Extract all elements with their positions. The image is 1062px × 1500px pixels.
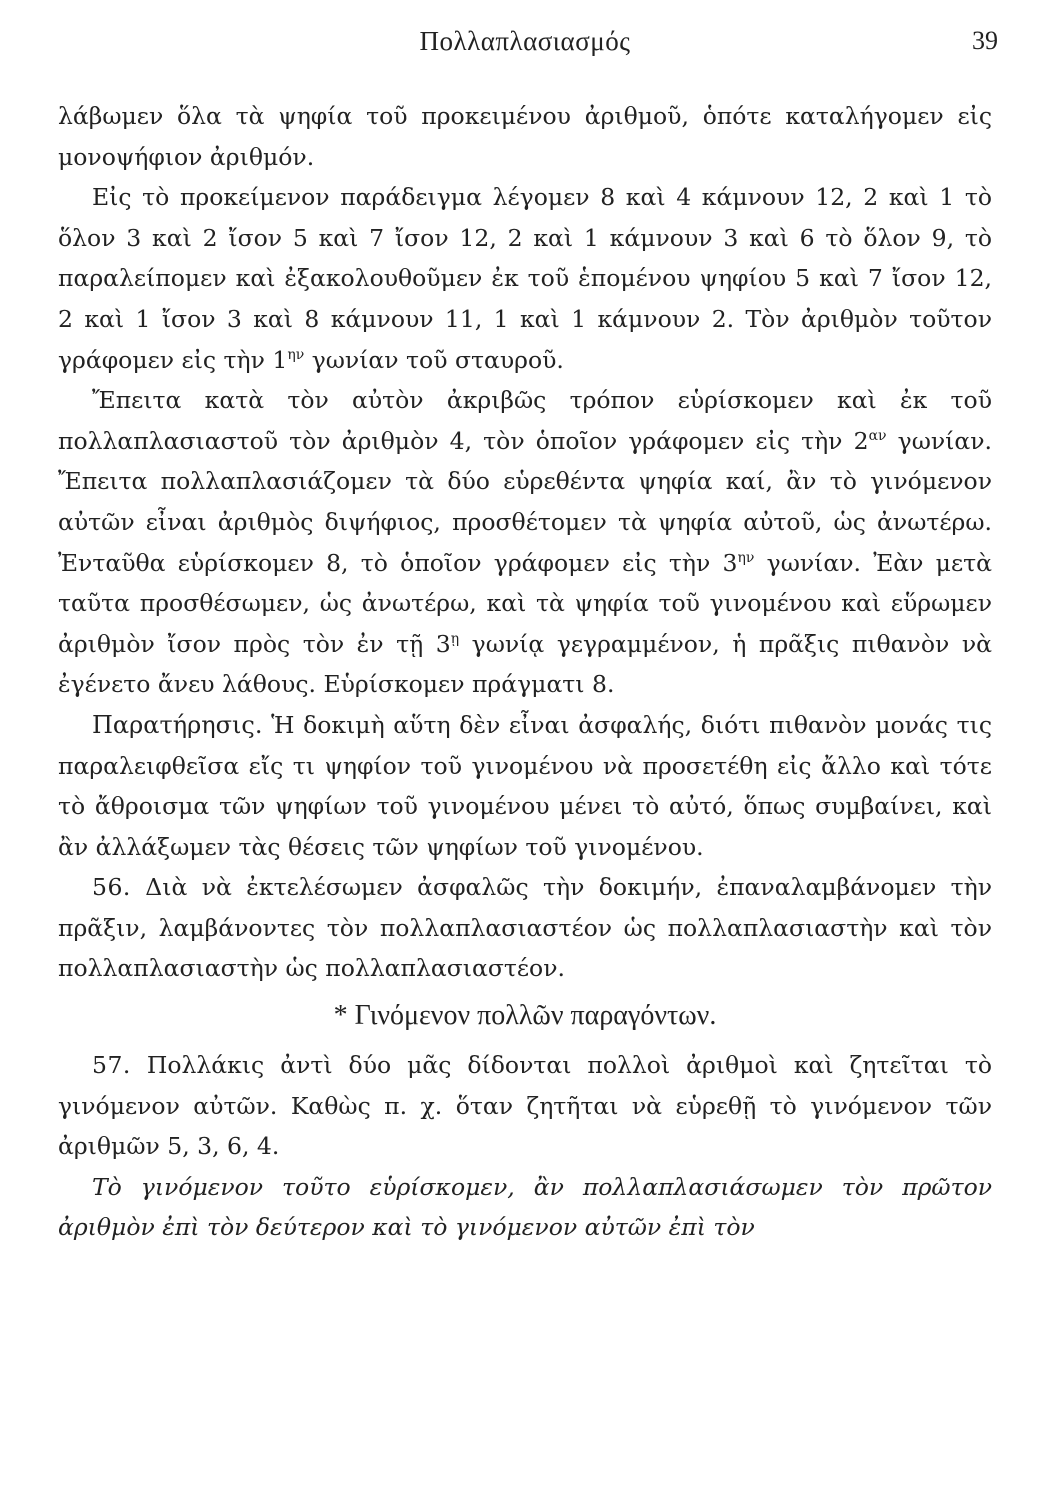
paragraph-number: 57. [92, 1051, 131, 1080]
paragraph-text: γωνίαν. Ἐὰν μετὰ ταῦτα προσθέσωμεν, ὡς ἀνωτέρω, καὶ τὰ ψηφία τοῦ γινομένου καὶ εὕρωμεν ἀριθμὸν ἴσον πρὸς τὸν ἐν τῇ 3 [58, 548, 993, 658]
paragraph-text: Εἰς τὸ προκείμενον παράδειγμα λέγομεν 8 καὶ 4 κάμνουν 12, 2 καὶ 1 τὸ ὅλον 3 καὶ 2 ἴσον 5 καὶ 7 ἴσον 12, 2 καὶ 1 κάμνουν 3 καὶ 6 τὸ ὅλον 9, τὸ παραλείπομεν καὶ ἐξακολουθοῦμεν ἐκ τοῦ ἑπομένου ψηφίου 5 καὶ 7 ἴσον 12, 2 καὶ 1 ἴσον 3 καὶ 8 κάμνουν 11, 1 καὶ 1 κάμνουν 2. Τὸν ἀριθμὸν τοῦτον γράφομεν εἰς τὴν 1 [58, 183, 992, 374]
superscript: αν [868, 427, 887, 444]
paragraph-italic-rule [58, 1167, 992, 1248]
paragraph-example [58, 177, 992, 380]
paragraph-56 [58, 867, 992, 989]
paragraph-text: Τὸ γινόμενον τοῦτο εὑρίσκομεν, ἂν πολλαπλασιάσωμεν τὸν πρῶτον ἀριθμὸν ἐπὶ τὸν δεύτερον καὶ τὸ γινόμενον αὐτῶν ἐπὶ τὸν [58, 1172, 992, 1242]
paragraph-57 [58, 1045, 992, 1167]
superscript: ην [287, 346, 305, 363]
paragraph-remark [58, 705, 992, 867]
paragraph-continuation [58, 96, 992, 177]
paragraph-text: Πολλάκις ἀντὶ δύο μᾶς δίδονται πολλοὶ ἀριθμοὶ καὶ ζητεῖται τὸ γινόμενον αὐτῶν. Καθὼς π. χ. ὅταν ζητῆται νὰ εὑρεθῇ τὸ γινόμενον τῶν ἀριθμῶν 5, 3, 6, 4. [58, 1051, 992, 1161]
remark-label: Παρατήρησις. [92, 710, 263, 739]
paragraph-text: λάβωμεν ὅλα τὰ ψηφία τοῦ προκειμένου ἀριθμοῦ, ὁπότε καταλήγομεν εἰς μονοψήφιον ἀριθμόν. [58, 102, 992, 171]
paragraph-text: Ἡ δοκιμὴ αὕτη δὲν εἶναι ἀσφαλής, διότι πιθανὸν μονάς τις παραλειφθεῖσα εἴς τι ψηφίον τοῦ γινομένου νὰ προσετέθη εἰς ἄλλο καὶ τότε τὸ ἄθροισμα τῶν ψηφίων τοῦ γινομένου μένει τὸ αὐτό, ὅπως συμβαίνει, καὶ ἂν ἀλλάξωμεν τὰς θέσεις τῶν ψηφίων τοῦ γινομένου. [58, 710, 992, 861]
page-body [58, 96, 992, 1248]
superscript: ην [737, 549, 755, 566]
running-title: Πολλαπλασιασμός [419, 26, 631, 56]
paragraph-procedure [58, 380, 992, 705]
page-header [58, 26, 998, 66]
page-number: 39 [972, 26, 998, 55]
section-heading: * Γινόμενον πολλῶν παραγόντων. [333, 1000, 717, 1032]
paragraph-text: γωνίᾳ γεγραμμένον, ἡ πρᾶξις πιθανὸν νὰ ἐγένετο ἄνευ λάθους. Εὑρίσκομεν πράγματι 8. [58, 629, 992, 699]
paragraph-text: Διὰ νὰ ἐκτελέσωμεν ἀσφαλῶς τὴν δοκιμήν, ἐπαναλαμβάνομεν τὴν πρᾶξιν, λαμβάνοντες τὸν πολλαπλασιαστέον ὡς πολλαπλασιαστὴν καὶ τὸν πολλαπλασιαστὴν ὡς πολλαπλασιαστέον. [58, 873, 992, 983]
superscript: ῃ [450, 630, 460, 647]
paragraph-text: Ἔπειτα κατὰ τὸν αὐτὸν ἀκριβῶς τρόπον εὑρίσκομεν καὶ ἐκ τοῦ πολλαπλασιαστοῦ τὸν ἀριθμὸν 4, τὸν ὁποῖον γράφομεν εἰς τὴν 2 [58, 386, 992, 455]
paragraph-text: γωνίαν τοῦ σταυροῦ. [304, 345, 564, 374]
paragraph-text: γωνίαν. Ἔπειτα πολλαπλασιάζομεν τὰ δύο εὑρεθέντα ψηφία καί, ἂν τὸ γινόμενον αὐτῶν εἶναι ἀριθμὸς διψήφιος, προσθέτομεν τὰ ψηφία αὐτοῦ, ὡς ἀνωτέρω. Ἐνταῦθα εὑρίσκομεν 8, τὸ ὁποῖον γράφομεν εἰς τὴν 3 [58, 426, 992, 577]
paragraph-number: 56. [92, 873, 131, 902]
